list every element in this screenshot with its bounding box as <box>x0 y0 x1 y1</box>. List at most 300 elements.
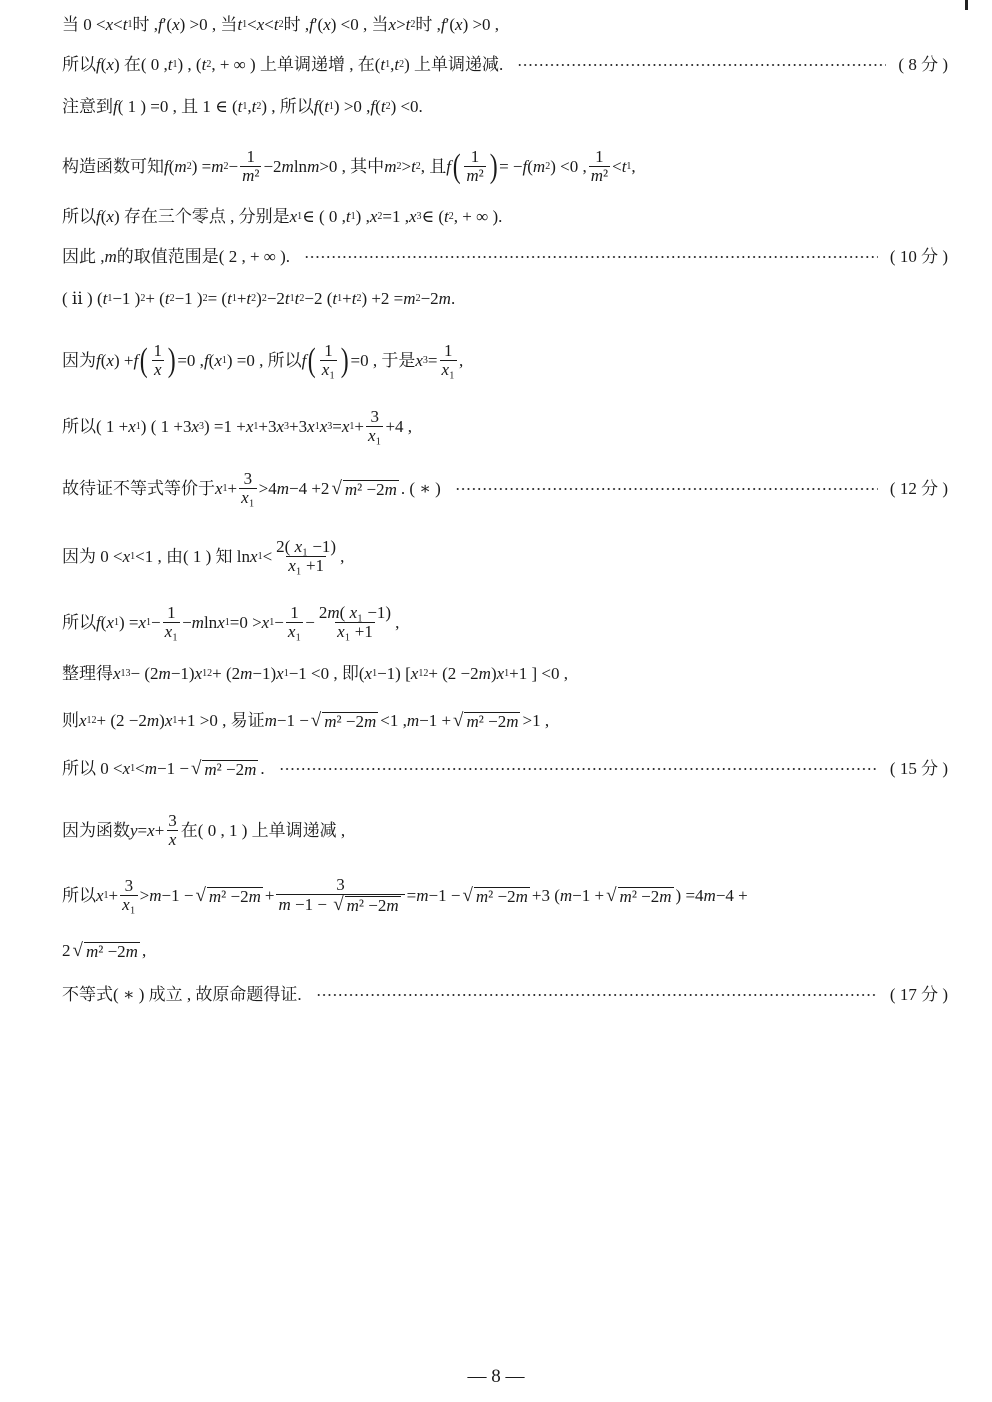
line-text: 则 x 1 2 + (2 −2 m ) x 1 +1 >0 , 易证 m −1 − √ m² −2m <1 , m −1 + √ m² −2m >1 , <box>62 710 550 731</box>
text: < <box>247 15 257 34</box>
math-variable: f <box>446 156 452 176</box>
solution-line <box>62 940 948 962</box>
math-variable: m <box>532 156 546 176</box>
math-variable: x <box>276 416 285 436</box>
math-variable: f <box>113 97 118 116</box>
text: ( <box>208 350 215 370</box>
math-variable: x <box>79 711 87 730</box>
text: >1 , <box>522 711 550 730</box>
score-label: ( 17 分 ) <box>889 985 948 1004</box>
math-variable: m <box>344 479 358 499</box>
score-label: ( 12 分 ) <box>889 478 948 498</box>
radicand: m² −2m <box>619 886 672 906</box>
solution-line <box>62 342 948 379</box>
square-root <box>462 886 529 906</box>
text: <1 , 由( 1 ) 知 ln <box>135 546 251 566</box>
text: , <box>631 156 636 176</box>
math-variable: m <box>104 247 117 266</box>
text: ln <box>203 612 218 632</box>
numerator: 3 <box>168 811 177 830</box>
math-variable: x <box>287 622 296 641</box>
right-paren: ) <box>167 341 176 379</box>
text: + ( <box>145 289 165 308</box>
math-variable: x <box>341 416 350 436</box>
square-root <box>195 886 262 906</box>
math-variable: t <box>251 97 257 116</box>
text: − <box>274 612 284 632</box>
fraction <box>163 604 180 641</box>
text: + <box>342 289 352 308</box>
line-text: 整理得 x 1 3 − (2 m −1) x 1 2 + (2 m −1) x 1 −1 <0 , 即( x 1 −1) [ x 1 2 + (2 −2 m ) x 1 +1 ] <0 , <box>62 664 568 683</box>
solution-line <box>62 710 948 732</box>
text: −2 ( <box>304 289 333 308</box>
text: −1 − <box>428 885 461 905</box>
math-variable: f <box>522 156 528 176</box>
denominator: x₁ <box>441 360 455 379</box>
text: +3 <box>289 416 308 436</box>
text: ( <box>100 207 107 226</box>
numerator: 2m( x₁ −1) <box>318 603 392 622</box>
text: . <box>260 759 265 778</box>
fraction <box>320 342 337 379</box>
math-variable: t <box>284 289 290 308</box>
denominator: m² <box>242 166 260 185</box>
text: ) = <box>118 612 139 632</box>
text: , + ∞ ) 上单调递增 , 在( <box>211 55 381 74</box>
math-variable: m <box>384 479 397 499</box>
radical-sign: √ <box>333 894 344 915</box>
text: −4 +2 <box>289 478 330 498</box>
math-variable: t <box>324 97 329 116</box>
math-variable: f <box>440 15 446 34</box>
math-variable: x <box>496 664 505 683</box>
denominator: x₁ <box>367 426 382 445</box>
text: ( <box>100 55 107 74</box>
numerator: 1 <box>153 341 163 360</box>
math-variable: m <box>240 664 253 683</box>
math-variable: m <box>515 886 528 906</box>
solution-line <box>62 984 948 1006</box>
math-variable: x <box>250 546 258 566</box>
denominator: x₁ <box>321 360 336 379</box>
score-label: ( 15 分 ) <box>889 759 948 778</box>
math-variable: f <box>96 350 101 370</box>
numerator: 3 <box>124 876 134 895</box>
text: , 且 <box>420 156 447 176</box>
math-variable: x <box>261 612 270 632</box>
solution-line <box>62 538 948 575</box>
math-variable: m <box>144 759 158 778</box>
math-variable: m <box>307 156 320 176</box>
math-variable: m <box>125 942 138 961</box>
line-text: 构造函数可知 f ( m 2 ) = m 2 − $\frac{1}{\text{m²}}$ −2 m ln m >0 , 其中 m 2 > t 2 , 且 f ( $\frac{1}{\text{m²}}$ ) = − f ( m 2 ) <0 , $\frac{1}{\text{m²}}$ < t 1 , <box>62 147 636 185</box>
text: 整理得 <box>62 664 113 683</box>
math-variable: m <box>244 760 257 779</box>
text: 所以 <box>62 885 96 905</box>
math-variable: m <box>327 603 340 622</box>
text: 故待证不等式等价于 <box>62 478 215 498</box>
radicand: m² −2m <box>475 886 528 906</box>
math-variable: m <box>703 885 716 905</box>
right-paren: ) <box>489 147 498 185</box>
math-variable: m <box>478 664 491 683</box>
math-variable: x <box>164 711 173 730</box>
text: = ( <box>207 289 228 308</box>
text: =1 , <box>382 207 409 226</box>
text: −1 <0 , 即( <box>288 664 365 683</box>
radical-sign: √ <box>462 884 473 906</box>
radicand: m² −2m <box>324 712 377 731</box>
text: ( <box>375 97 381 116</box>
math-variable: m <box>242 166 255 185</box>
square-root <box>73 941 140 961</box>
text: ) =0 , 所以 <box>226 350 302 370</box>
math-variable: t <box>380 97 386 116</box>
square-root <box>333 895 400 915</box>
math-variable: t <box>380 55 386 74</box>
text: ) + <box>113 350 134 370</box>
math-variable: m <box>559 885 573 905</box>
math-variable: x <box>215 478 223 498</box>
text: < <box>113 15 123 34</box>
text: ) , <box>355 207 370 226</box>
math-variable: m <box>475 886 489 906</box>
text: >0 , 其中 <box>319 156 385 176</box>
text: 时 , <box>132 15 158 34</box>
math-variable: x <box>388 15 397 34</box>
fraction <box>152 342 165 379</box>
fraction <box>366 408 383 445</box>
radical-sign: √ <box>195 884 206 906</box>
math-variable: t <box>273 15 279 34</box>
text: = <box>137 820 148 840</box>
text: −1 − <box>276 711 309 730</box>
solution-line <box>62 54 948 76</box>
text: > <box>139 885 150 905</box>
math-variable: t <box>444 207 449 226</box>
text: ) , 所以 <box>261 97 314 116</box>
text: 时 , <box>415 15 441 34</box>
text: 所以( 1 + <box>62 416 129 436</box>
math-variable: m <box>278 895 291 914</box>
fraction <box>286 604 303 641</box>
text: +1 ] <0 , <box>509 664 568 683</box>
math-variable: x <box>307 416 315 436</box>
text: 的取值范围是( 2 , + ∞ ). <box>116 247 291 266</box>
text: ) =4 <box>675 885 704 905</box>
math-variable: m <box>346 896 359 915</box>
text: + (2 <box>212 664 241 683</box>
numerator: 3 <box>336 875 345 894</box>
text: . <box>450 289 456 308</box>
numerator: 1 <box>290 603 299 622</box>
text: +3 ( <box>531 885 560 905</box>
math-variable: m <box>149 885 162 905</box>
math-variable: m <box>85 942 99 961</box>
text: =0 > <box>229 612 262 632</box>
line-text <box>62 940 146 962</box>
text: ( 1 ) =0 , 且 1 ∈ ( <box>117 97 238 116</box>
math-variable: m <box>659 886 672 906</box>
math-variable: t <box>405 15 411 34</box>
math-variable: m <box>204 760 217 779</box>
radicand: m² −2m <box>208 886 261 906</box>
math-variable: x <box>122 759 131 778</box>
math-variable: x <box>289 207 298 226</box>
text: , <box>141 941 147 960</box>
text: < <box>262 546 273 566</box>
numerator: 1 <box>470 147 480 166</box>
radicand: m² −2m <box>85 942 138 961</box>
math-variable: x <box>455 15 463 34</box>
math-variable: t <box>351 289 357 308</box>
math-variable: m <box>191 612 204 632</box>
text: ) <box>159 711 165 730</box>
solution-line <box>62 604 948 641</box>
text: 因为 0 < <box>62 546 123 566</box>
math-variable: m <box>466 712 479 731</box>
text: ) >0 , <box>333 97 371 116</box>
math-variable: f <box>96 55 101 74</box>
math-variable: x <box>138 612 146 632</box>
text: + <box>154 820 165 840</box>
math-variable: m <box>248 886 261 906</box>
line-text <box>62 246 290 268</box>
text: ) 上单调递减. <box>404 55 504 74</box>
text: . ( ∗ ) <box>400 478 441 498</box>
text: 所以 0 < <box>62 759 123 778</box>
text: , <box>458 350 464 370</box>
solution-line <box>62 812 948 849</box>
math-variable: t <box>332 289 338 308</box>
text: , + ∞ ). <box>453 207 503 226</box>
text: =0 , 于是 <box>350 350 416 370</box>
text: ( <box>318 97 325 116</box>
text: ) +2 = <box>361 289 404 308</box>
math-variable: t <box>167 55 173 74</box>
numerator: 1 <box>595 147 604 166</box>
math-variable: x <box>408 207 417 226</box>
math-variable: x <box>105 15 114 34</box>
math-variable: f <box>157 15 163 34</box>
text: +3 <box>258 416 277 436</box>
text: −2 <box>266 289 285 308</box>
math-variable: m <box>363 712 377 731</box>
text: ) <0 , 当 <box>330 15 389 34</box>
line-text: 所以 f ( x ) 在( 0 , t 1 ) , ( t 2 , + ∞ ) 上单调递增 , 在( t 1 , t 2 ) 上单调递减. <box>62 55 504 74</box>
math-variable: x <box>172 15 180 34</box>
text: ′( <box>445 15 456 34</box>
text: −1 ) <box>174 289 203 308</box>
fraction <box>239 470 256 507</box>
text: ( ⅱ ) ( <box>62 289 103 308</box>
line-text: 当 0 < x < t 1 时 , f ′( x ) >0 , 当 t 1 < x < t 2 时 , f ′( x ) <0 , 当 x > t 2 时 , f ′( x ) >0 , <box>62 15 500 34</box>
fraction <box>120 877 137 914</box>
square-root <box>606 886 673 906</box>
math-variable: x <box>106 207 114 226</box>
math-variable: x <box>147 820 155 840</box>
text: −1) [ <box>377 664 411 683</box>
math-variable: x <box>217 612 225 632</box>
text: ′( <box>313 15 324 34</box>
text: =0 , <box>177 350 204 370</box>
numerator: 1 <box>167 603 176 622</box>
math-variable: t <box>164 289 170 308</box>
text: 因为 <box>62 350 96 370</box>
text: −1 − <box>157 759 189 778</box>
math-variable: f <box>164 156 169 176</box>
text: + <box>264 885 275 905</box>
text: > <box>396 15 406 34</box>
math-variable: x <box>349 603 358 622</box>
text: = <box>406 885 417 905</box>
math-variable: m <box>324 712 337 731</box>
math-variable: x <box>106 55 114 74</box>
text: 因此 , <box>62 247 105 266</box>
math-variable: x <box>288 556 296 575</box>
square-root <box>453 711 520 731</box>
math-variable: x <box>194 664 203 683</box>
text: − (2 <box>130 664 159 683</box>
text: ) >0 , <box>462 15 500 34</box>
math-variable: x <box>245 416 254 436</box>
text: ) , ( <box>177 55 202 74</box>
text: 构造函数可知 <box>62 156 164 176</box>
fraction <box>440 342 457 379</box>
text: + <box>227 478 238 498</box>
math-variable: m <box>208 886 222 906</box>
math-variable: x <box>321 360 330 379</box>
math-variable: t <box>621 156 627 176</box>
math-variable: x <box>276 664 284 683</box>
solution-line <box>62 96 948 118</box>
math-variable: x <box>113 664 121 683</box>
numerator: 3 <box>370 407 379 426</box>
text: −1) <box>170 664 195 683</box>
math-variable: m <box>466 166 479 185</box>
radical-sign: √ <box>310 710 322 731</box>
text: = <box>427 350 438 370</box>
math-variable: m <box>146 711 160 730</box>
text: < <box>135 759 145 778</box>
fraction <box>464 148 485 185</box>
dotted-leader <box>304 256 878 258</box>
text: ) <0 , <box>550 156 587 176</box>
math-variable: f <box>309 15 314 34</box>
corner-mark <box>965 0 968 10</box>
numerator: 2( x₁ −1) <box>276 537 337 556</box>
line-text: 所以( 1 + x 1 ) ( 1 +3 x 3 ) =1 + x 1 +3 x 3 +3 x 1 x 3 = x 1 + $\frac{3}{\text{x₁}}$ +4 , <box>62 407 413 445</box>
radicand: m² −2m <box>344 479 397 499</box>
solution-line <box>62 14 948 36</box>
solution-line <box>62 876 948 915</box>
solution-line <box>62 288 948 310</box>
text: >4 <box>258 478 277 498</box>
text: + (2 −2 <box>428 664 479 683</box>
line-text: 所以 f ( x 1 ) = x 1 − $\frac{1}{\text{x₁}}$ − m ln x 1 =0 > x 1 − $\frac{1}{\text{x₁}}$ − $\frac{\text{2m( x₁ −1)}}{\text{x₁ +1}}$ , <box>62 603 400 641</box>
line-text: ( ⅱ ) ( t 1 −1 ) 2 + ( t 2 −1 ) 2 = ( t 1 + t 2 ) 2 −2 t 1 t 2 −2 ( t 1 + t 2 ) +2 = m 2 −2 m . <box>62 289 456 308</box>
math-variable: f <box>370 97 376 116</box>
denominator: x₁ <box>241 488 255 507</box>
math-variable: x <box>415 350 423 370</box>
math-variable: t <box>102 289 108 308</box>
line-text: 因为 f ( x ) + f ( $\frac{1}{x}$ ) =0 , f ( x 1 ) =0 , 所以 f ( $\frac{1}{\text{x₁}}$ ) =0 , 于是 x 3 = $\frac{1}{\text{x₁}}$ , <box>62 341 464 379</box>
text: , <box>395 612 400 632</box>
numerator: 1 <box>324 341 333 360</box>
dotted-leader <box>316 994 878 996</box>
radicand: m² −2m <box>204 760 257 779</box>
dotted-leader <box>517 64 886 66</box>
math-variable: f <box>133 350 139 370</box>
math-variable: t <box>246 289 252 308</box>
radicand: m² −2m <box>346 896 399 915</box>
math-variable: x <box>441 360 450 379</box>
math-variable: x <box>256 15 265 34</box>
solution-line <box>62 758 948 780</box>
math-variable: m <box>590 166 603 185</box>
text: −1 − <box>161 885 194 905</box>
math-variable: x <box>191 416 200 436</box>
text: + <box>108 885 119 905</box>
text: −1 + <box>572 885 605 905</box>
text: 所以 <box>62 55 96 74</box>
math-variable: x <box>369 207 378 226</box>
fraction <box>317 604 393 641</box>
text: −1 + <box>419 711 452 730</box>
math-variable: f <box>96 207 101 226</box>
text: ) = <box>191 156 212 176</box>
math-variable: x <box>128 416 136 436</box>
text: ( <box>100 350 107 370</box>
math-variable: x <box>214 350 222 370</box>
score-label: ( 10 分 ) <box>889 247 948 266</box>
radical-sign: √ <box>190 758 202 779</box>
line-text: 因为 0 < x 1 <1 , 由( 1 ) 知 ln x 1 < $\frac{\text{2( x₁ −1)}}{\text{x₁ +1}}$ , <box>62 537 345 575</box>
text: 所以 <box>62 207 96 226</box>
math-variable: x <box>323 15 331 34</box>
dotted-leader <box>279 768 878 770</box>
denominator <box>167 830 179 849</box>
math-variable: x <box>319 416 328 436</box>
solution-line <box>62 206 948 228</box>
line-text: 所以 0 < x 1 < m −1 − √ m² −2m . <box>62 758 265 779</box>
line-text: 注意到 f ( 1 ) =0 , 且 1 ∈ ( t 1 , t 2 ) , 所以 f ( t 1 ) >0 , f ( t 2 ) <0. <box>62 97 423 116</box>
radical-sign: √ <box>331 477 342 499</box>
math-variable: x <box>122 546 131 566</box>
line-text: 所以 x 1 + $\frac{3}{\text{x₁}}$ > m −1 − √ m² −2m + 3 m −1 − √ m² −2m = m −1 − √ m² −2m +3 ( m −1 + √ m² −2m ) =4 m −4 + <box>62 875 748 915</box>
math-variable: m <box>174 156 187 176</box>
text: < <box>612 156 622 176</box>
math-variable: t <box>237 97 243 116</box>
text: 2 <box>62 941 71 960</box>
denominator: x₁ <box>164 622 179 641</box>
radicand: m² −2m <box>466 712 519 731</box>
solution-line <box>62 663 948 685</box>
text: > <box>401 156 412 176</box>
solution-line <box>62 246 948 268</box>
denominator <box>152 360 164 379</box>
math-variable: f <box>313 97 319 116</box>
solution-line <box>62 470 948 507</box>
text: +1 >0 , 易证 <box>177 711 265 730</box>
text: ) <box>490 664 497 683</box>
text: − <box>305 612 315 632</box>
math-variable: m <box>264 711 277 730</box>
right-paren: ) <box>340 341 349 379</box>
text: ∈ ( 0 , <box>302 207 346 226</box>
line-text <box>62 812 345 849</box>
text: −2 <box>420 289 439 308</box>
